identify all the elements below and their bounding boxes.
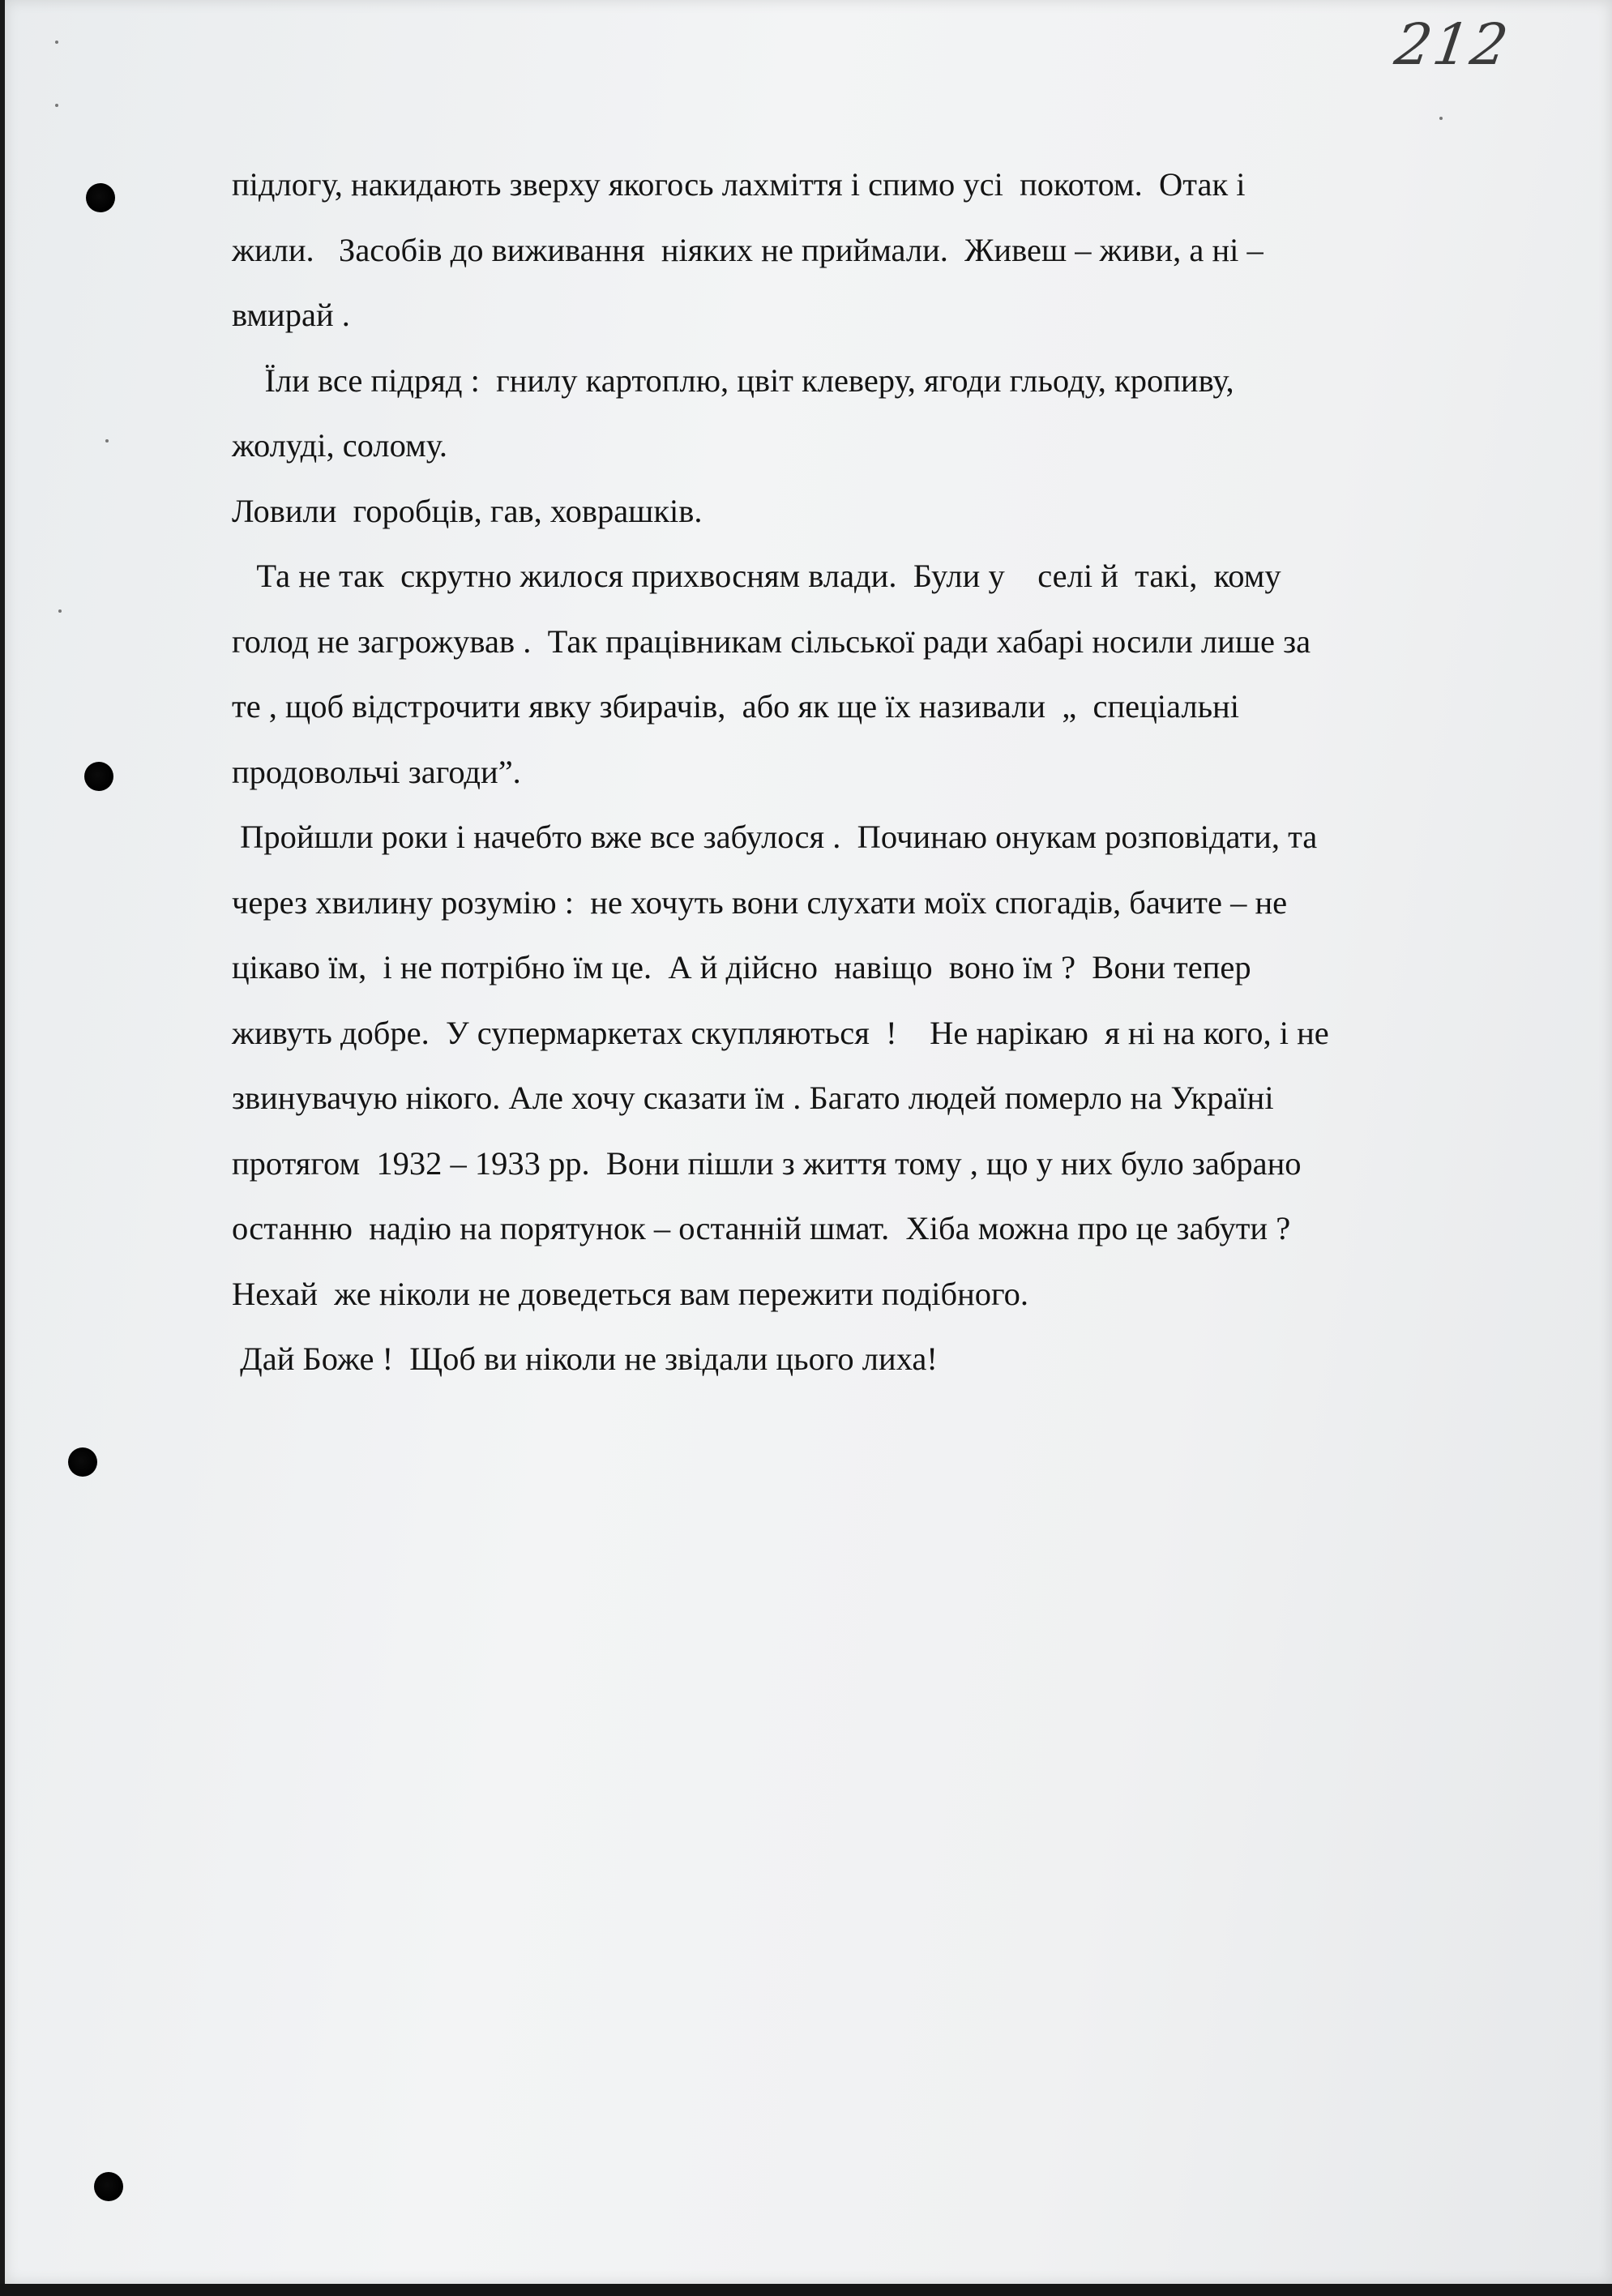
text-line: звинувачую нікого. Але хочу сказати їм . Багато людей померло на Україні	[232, 1080, 1274, 1116]
scan-bottom-edge	[0, 2284, 1612, 2296]
text-line: протягом 1932 – 1933 рр. Вони пішли з життя тому , що у них було забрано	[232, 1144, 1302, 1182]
scan-speck	[55, 41, 58, 44]
text-line: Дай Боже ! Щоб ви ніколи не звідали цього лиха!	[232, 1340, 938, 1377]
text-line: цікаво їм, і не потрібно їм це. А й дійсно навіщо воно їм ? Вони тепер	[232, 949, 1251, 986]
text-line: жолуді, солому.	[232, 427, 448, 464]
punch-hole-4	[94, 2172, 123, 2201]
text-line: Та не так скрутно жилося прихвосням влади. Були у селі й такі, кому	[232, 558, 1281, 594]
text-line: Їли все підряд : гнилу картоплю, цвіт клеверу, ягоди гльоду, кропиву,	[232, 361, 1234, 399]
text-line: Нехай же ніколи не доведеться вам пережити подібного.	[232, 1275, 1029, 1312]
document-body	[232, 152, 1496, 1392]
text-line: живуть добре. У супермаркетах скупляються ! Не нарікаю я ні на кого, і не	[232, 1014, 1329, 1051]
scan-speck	[1439, 117, 1443, 120]
punch-hole-2	[84, 762, 113, 791]
text-line: Ловили горобців, гав, ховрашків.	[232, 492, 703, 529]
text-line: підлогу, накидають зверху якогось лахміття і спимо усі покотом. Отак і	[232, 166, 1246, 203]
punch-hole-1	[86, 183, 115, 212]
scan-speck	[58, 609, 62, 613]
text-line: жили. Засобів до виживання ніяких не приймали. Живеш – живи, а ні –	[232, 231, 1264, 268]
handwritten-page-number: 212	[1391, 11, 1514, 78]
punch-hole-3	[68, 1447, 97, 1477]
text-line: вмирай .	[232, 297, 350, 333]
scan-speck	[55, 104, 58, 107]
text-line: голод не загрожував . Так працівникам сільської ради хабарі носили лише за	[232, 622, 1311, 660]
text-line: те , щоб відстрочити явку збирачів, або як ще їх називали „ спеціальні	[232, 688, 1239, 725]
text-line: через хвилину розумію : не хочуть вони слухати моїх спогадів, бачите – не	[232, 883, 1288, 921]
scan-speck	[105, 439, 109, 443]
text-line: останню надію на порятунок – останній шмат. Хіба можна про це забути ?	[232, 1210, 1291, 1246]
text-line: продовольчі загоди”.	[232, 753, 521, 790]
text-line: Пройшли роки і начебто вже все забулося . Починаю онукам розповідати, та	[232, 819, 1318, 855]
